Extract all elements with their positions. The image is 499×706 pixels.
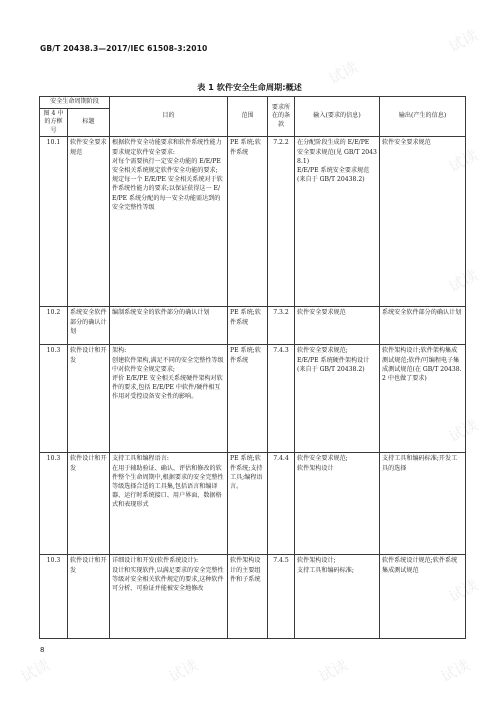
- input-line: 软件架构设计;: [297, 557, 336, 565]
- objective-line: 支持工具和编程语言:: [112, 455, 169, 463]
- header-inputs: 输入(要求的信息): [295, 97, 380, 137]
- table-row: [40, 453, 466, 555]
- cell-box-number: 10.2: [40, 307, 68, 345]
- table-row: [40, 307, 466, 345]
- cell-outputs: 软件架构设计;软件架构集成测试规范;软件/可编程电子集成测试规范(在 GB/T 20438.2 中也做了要求): [380, 345, 466, 453]
- cell-box-number: 10.3: [40, 555, 68, 639]
- cell-title: 系统安全软件部分的确认计划: [68, 307, 110, 345]
- table-row: [40, 137, 466, 307]
- cell-box-number: 10.1: [40, 137, 68, 307]
- cell-clause: 7.2.2: [268, 137, 295, 307]
- header-objective: 目的: [110, 97, 228, 137]
- cell-scope: PE 系统;软件系统: [228, 307, 268, 345]
- cell-outputs: 软件系统设计规范;软件系统集成测试规范: [380, 555, 466, 639]
- cell-scope: PE 系统;软件系统: [228, 345, 268, 453]
- cell-title: 软件设计和开发: [68, 555, 110, 639]
- input-line: 软件安全要求规范;: [297, 347, 348, 355]
- input-line: 软件安全要求规范;: [297, 455, 348, 463]
- watermark: 试读: [445, 265, 481, 296]
- objective-line: 对每个需要执行一定安全功能的 E/E/PE 安全相关系统规定软件安全功能的要求;: [112, 157, 221, 174]
- cell-outputs: 软件安全要求规范: [380, 137, 466, 307]
- cell-outputs: 支持工具和编码标准;开发工具的选择: [380, 453, 466, 555]
- cell-inputs: [295, 555, 380, 639]
- watermark: 试读: [445, 575, 481, 606]
- objective-line: 编制系统安全的软件部分的确认计划: [112, 309, 210, 317]
- cell-objective: [110, 453, 228, 555]
- cell-title: 软件设计和开发: [68, 453, 110, 555]
- watermark: 试读: [17, 655, 53, 686]
- cell-objective: [110, 345, 228, 453]
- objective-line: 规定每一个 E/E/PE 安全相关系统对于软件系统性能力的要求;以保证获得这一 E/E/PE 系统分配的每一安全功能需达到的安全完整性等级: [112, 176, 223, 211]
- input-line: 在分配阶段生成的 E/E/PE 安全要求规范(见 GB/T 20438.1): [297, 139, 377, 165]
- watermark: 试读: [165, 655, 201, 686]
- header-title: 标题: [68, 108, 110, 137]
- cell-inputs: [295, 307, 380, 345]
- objective-line: 创建软件架构,满足不同的安全完整性等级中对软件安全规定要求;: [112, 356, 224, 373]
- table-header-row: [40, 97, 466, 109]
- cell-clause: 7.3.2: [268, 307, 295, 345]
- input-line: E/E/PE 系统硬件架构设计(来自于 GB/T 20438.2): [297, 356, 370, 373]
- cell-inputs: [295, 345, 380, 453]
- cell-box-number: 10.3: [40, 453, 68, 555]
- watermark: 试读: [445, 415, 481, 446]
- objective-line: 在用于辅助验证、确认、评估和修改的软件整个生命周期中,根据要求的安全完整性等级选择合适的工具集,包括语言和编译器、运行时系统接口、用户界面、数据格式和表现形式: [112, 464, 224, 509]
- header-phase-group: 安全生命周期阶段: [40, 97, 110, 109]
- objective-line: 架构:: [112, 347, 127, 355]
- cell-clause: 7.4.5: [268, 555, 295, 639]
- input-line: E/E/PE 系统安全要求规范(来自于 GB/T 20438.2): [297, 166, 370, 184]
- lifecycle-table: [39, 96, 466, 639]
- watermark: 试读: [437, 655, 473, 686]
- table-caption: 表 1 软件安全生命周期:概述: [197, 82, 302, 92]
- cell-box-number: 10.3: [40, 345, 68, 453]
- objective-line: 根据软件安全功能要求和软件系统性能力要求规定软件安全要求:: [112, 139, 222, 156]
- cell-clause: 7.4.3: [268, 345, 295, 453]
- cell-title: 软件设计和开发: [68, 345, 110, 453]
- cell-title: 软件安全要求规范: [68, 137, 110, 307]
- header-scope: 范围: [228, 97, 268, 137]
- page-number: 8: [40, 646, 45, 654]
- cell-inputs: [295, 453, 380, 555]
- input-line: 支持工具和编码标准;: [297, 566, 354, 574]
- cell-outputs: 系统安全软件部分的确认计划: [380, 307, 466, 345]
- cell-scope: PE 系统;软件系统;支持工具;编程语言。: [228, 453, 268, 555]
- table-row: [40, 345, 466, 453]
- cell-scope: PE 系统;软件系统: [228, 137, 268, 307]
- cell-clause: 7.4.4: [268, 453, 295, 555]
- watermark: 试读: [315, 655, 351, 686]
- cell-scope: 软件架构设计的主要组件和子系统: [228, 555, 268, 639]
- cell-inputs: [295, 137, 380, 307]
- header-fig-box-no: 图 4 中的方框号: [40, 108, 68, 137]
- objective-line: 评价 E/E/PE 安全相关系统硬件架构对软件的要求,包括 E/E/PE 中软件/硬件相互作用对受控设备安全性的影响。: [112, 374, 223, 401]
- watermark: 试读: [325, 57, 361, 88]
- header-outputs: 输出(产生的信息): [380, 97, 466, 137]
- watermark: 试读: [445, 25, 481, 56]
- standard-code-header: GB/T 20438.3—2017/IEC 61508-3:2010: [40, 44, 208, 53]
- header-clause: 要求所在的条款: [268, 97, 295, 137]
- input-line: 软件架构设计: [297, 464, 334, 472]
- cell-objective: [110, 307, 228, 345]
- cell-objective: [110, 555, 228, 639]
- objective-line: 设计和实现软件,以满足要求的安全完整性等级对安全相关软件规定的要求,这种软件可分析、可验证并能被安全地修改: [112, 566, 224, 592]
- table-row: [40, 555, 466, 639]
- input-line: 软件安全要求规范: [297, 309, 346, 317]
- watermark: 试读: [445, 145, 481, 176]
- cell-objective: [110, 137, 228, 307]
- objective-line: 详细设计和开发(软件系统设计):: [112, 557, 199, 565]
